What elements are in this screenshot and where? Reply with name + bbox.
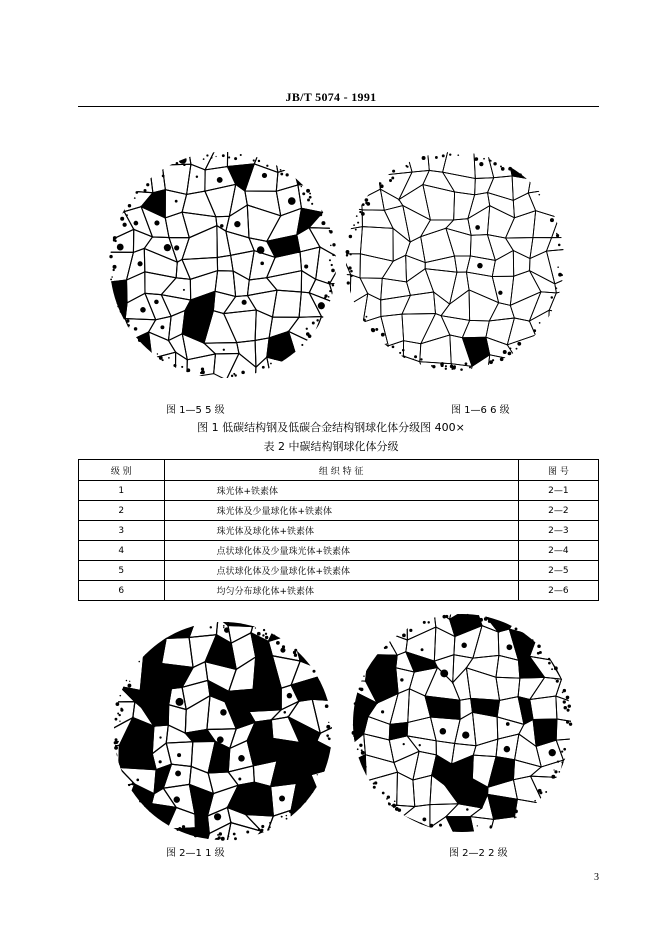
cell-figure: 2—5 xyxy=(518,561,598,581)
micrograph-image xyxy=(106,620,340,842)
header-grade: 级 别 xyxy=(79,460,165,481)
micrograph-1-5 xyxy=(106,150,340,380)
page-number: 3 xyxy=(594,872,599,883)
figure-caption-2-2: 图 2—2 2 级 xyxy=(449,848,508,859)
cell-grade: 5 xyxy=(79,561,165,581)
table-row xyxy=(79,541,599,561)
page-header: JB/T 5074 - 1991 xyxy=(285,90,377,104)
table-row xyxy=(79,501,599,521)
cell-figure: 2—4 xyxy=(518,541,598,561)
cell-grade: 6 xyxy=(79,581,165,601)
table-header-row xyxy=(79,460,599,481)
cell-grade: 4 xyxy=(79,541,165,561)
cell-feature: 点状球化体及少量球化体+铁素体 xyxy=(164,561,518,581)
figure-caption-1-6: 图 1—6 6 级 xyxy=(451,405,510,416)
cell-feature: 珠光体及球化体+铁素体 xyxy=(164,521,518,541)
cell-feature: 点状球化体及少量珠光体+铁素体 xyxy=(164,541,518,561)
grade-table xyxy=(78,459,599,601)
cell-feature: 珠光体+铁素体 xyxy=(164,481,518,501)
micrograph-2-2 xyxy=(348,612,576,834)
cell-grade: 1 xyxy=(79,481,165,501)
cell-figure: 2—3 xyxy=(518,521,598,541)
header-feature: 组 织 特 征 xyxy=(164,460,518,481)
figure-caption-2-1: 图 2—1 1 级 xyxy=(166,848,225,859)
cell-grade: 2 xyxy=(79,501,165,521)
micrograph-1-6 xyxy=(344,150,566,372)
cell-grade: 3 xyxy=(79,521,165,541)
cell-figure: 2—1 xyxy=(518,481,598,501)
table-2-title: 表 2 中碳结构钢球化体分级 xyxy=(263,440,399,453)
micrograph-image xyxy=(348,612,576,834)
figure-caption-1-5: 图 1—5 5 级 xyxy=(166,405,225,416)
table-row xyxy=(79,481,599,501)
table-row xyxy=(79,581,599,601)
micrograph-image xyxy=(106,150,340,380)
cell-feature: 均匀分布球化体+铁素体 xyxy=(164,581,518,601)
table-row xyxy=(79,521,599,541)
table-row xyxy=(79,561,599,581)
header-figure: 图 号 xyxy=(518,460,598,481)
cell-feature: 珠光体及少量球化体+铁素体 xyxy=(164,501,518,521)
cell-figure: 2—6 xyxy=(518,581,598,601)
cell-figure: 2—2 xyxy=(518,501,598,521)
header-rule xyxy=(78,106,599,107)
figure-1-title: 图 1 低碳结构钢及低碳合金结构钢球化体分级图 400× xyxy=(197,421,465,434)
micrograph-image xyxy=(344,150,566,372)
micrograph-2-1 xyxy=(106,620,340,842)
